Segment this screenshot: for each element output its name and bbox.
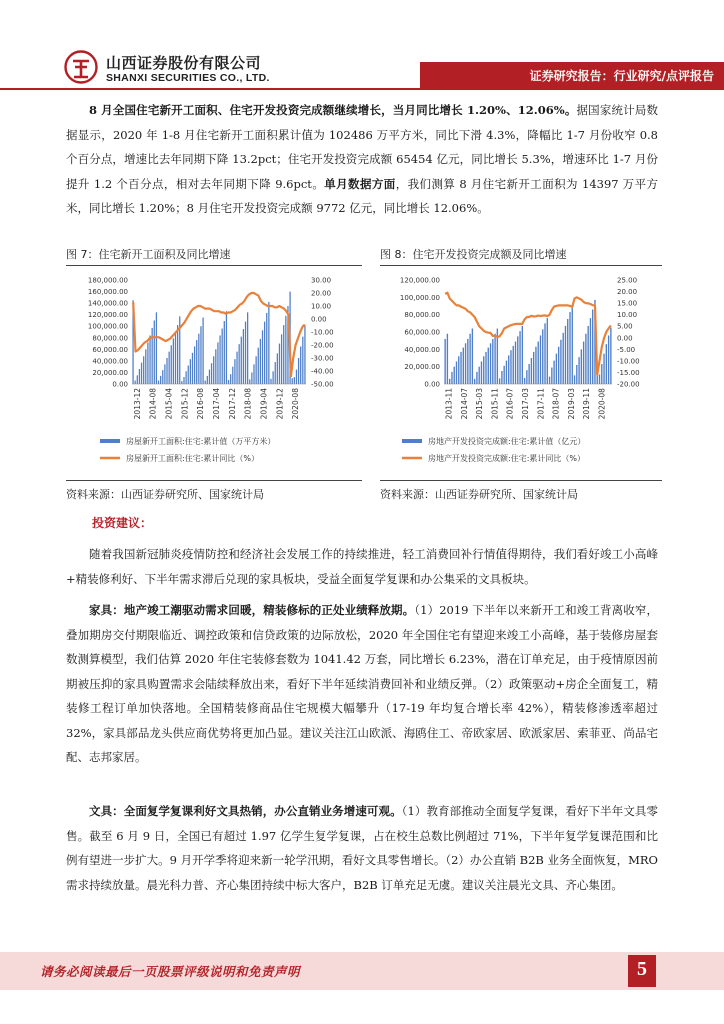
footer-disclaimer: 请务必阅读最后一页股票评级说明和免责声明	[40, 964, 301, 979]
fig8-left-tick-label: 40,000.00	[404, 345, 440, 354]
fig8-bar	[449, 379, 450, 384]
fig8-bar	[583, 342, 584, 384]
fig7-bar	[296, 370, 297, 384]
fig7-x-tick-label: 2019-12	[275, 388, 285, 420]
fig7-bar	[166, 358, 167, 384]
fig7-bar	[260, 339, 261, 384]
fig8-legend-line-label: 房地产开发投资完成额:住宅:累计同比（%）	[428, 454, 585, 463]
fig7-bar	[183, 377, 184, 384]
fig8-bar	[576, 365, 577, 384]
fig7-bar	[164, 364, 165, 384]
fig7-bar	[141, 363, 142, 384]
fig7-right-tick-label: -30.00	[311, 354, 334, 363]
fig7-left-tick-label: 0.00	[112, 380, 128, 389]
fig7-bottom-rule	[66, 480, 362, 481]
fig7-bar	[173, 338, 174, 384]
fig7-x-tick-label: 2018-08	[243, 387, 253, 420]
page-number: 5	[637, 958, 647, 980]
fig7-bar	[192, 353, 193, 384]
fig7-right-tick-label: 10.00	[311, 302, 332, 311]
fig7-bar	[249, 379, 250, 384]
fig7-bar	[266, 313, 267, 384]
fig8-right-tick-label: 20.00	[617, 288, 638, 297]
fig8-bar	[540, 335, 541, 384]
fig7-bar	[239, 344, 240, 384]
fig7-x-tick-label: 2017-04	[212, 388, 221, 420]
company-name-en: SHANXI SECURITIES CO., LTD.	[106, 72, 270, 84]
paragraph-housing-data	[66, 98, 658, 221]
fig8-bar	[587, 326, 588, 384]
furniture-bold-lead: 家具：地产竣工潮驱动需求回暖，精装修标的正处业绩释放期。	[89, 603, 415, 617]
fig7-right-tick-label: 0.00	[311, 315, 327, 324]
fig8-x-tick-label: 2016-07	[505, 387, 515, 420]
para1-text2: ，我们测算 8 月住宅新开工面积为 14397 万平方米，同比增长 1.20%；8 月住宅开发投资完成额 9772 亿元，同比增长 12.06%。	[66, 176, 658, 215]
fig8-bar	[556, 354, 557, 384]
fig7-left-tick-label: 120,000.00	[87, 311, 128, 320]
fig8-left-tick-label: 0.00	[424, 380, 440, 389]
fig7-bar	[154, 320, 155, 384]
fig7-bar	[300, 346, 301, 384]
fig7-bar	[247, 312, 248, 384]
fig7-left-tick-label: 20,000.00	[92, 368, 128, 377]
para1-text1: 据国家统计局数据显示，2020 年 1-8 月住宅新开工面积累计值为 102486 万平方米，同比下滑 4.3%，降幅比 1-7 月份收窄 0.8 个百分点，增速比去年同期下降 13.2pct；住宅开发投资完成额 65454 亿元，同比增长 5.3%，增速环比 1-7 月份提升 1.2 个百分点，相对去年同期下降 9.6pct。	[66, 103, 658, 191]
fig7-right-tick-label: 30.00	[311, 276, 332, 285]
fig7-bar	[270, 379, 271, 384]
fig7-left-tick-label: 80,000.00	[92, 334, 128, 343]
fig8-bar	[508, 355, 509, 384]
fig7-bar	[217, 342, 218, 384]
fig8-bar	[610, 328, 611, 384]
fig8-bar	[488, 348, 489, 384]
fig7-bar	[215, 349, 216, 384]
fig7-bar	[156, 312, 157, 384]
fig7-bar	[245, 322, 246, 384]
fig8-x-tick-label: 2015-11	[490, 388, 500, 420]
fig8-bar	[510, 350, 511, 384]
fig7-bar	[272, 371, 273, 384]
fig7-bar	[202, 318, 203, 384]
furniture-text: （1）2019 下半年以来新开工和竣工背离收窄，叠加期房交付期限临近、调控政策和信贷政策的边际放松，2020 年全国住宅有望迎来竣工小高峰，基于装修房屋套数测算模型，我们估算 2020 年住宅装修套数为 1041.42 万套，同比增长 6.23%，潜在订单充足，由于疫情原因前期被压抑的家具购置需求会陆续释放出来，看好下半年延续消费回补和业绩反弹。（2）政策驱动+房企全面复工，精装修工程订单加快落地。全国精装修商品住宅规模大幅攀升（17-19 年均复合增长率 42%），精装修渗透率超过 32%，家具部品龙头供应商优势将更加凸显。建议关注江山欧派、海鸥住工、帝欧家居、欧派家居、索菲亚、尚品宅配、志邦家居。	[66, 603, 658, 764]
fig7-bar	[292, 378, 293, 384]
fig7-bar	[304, 325, 305, 384]
invest-paragraph-1: 随着我国新冠肺炎疫情防控和经济社会发展工作的持续推进，轻工消费回补行情值得期待，我们看好竣工小高峰+精装修利好、下半年需求滞后兑现的家具板块，受益全面复学复课和办公集采的文具板块。	[66, 547, 658, 586]
fig7-bar	[277, 353, 278, 384]
fig7-x-tick-label: 2014-08	[148, 387, 158, 420]
fig7-bar	[198, 334, 199, 384]
fig7-x-tick-label: 2020-08	[291, 388, 301, 420]
fig8-right-tick-label: 5.00	[617, 322, 633, 331]
fig7-bar	[143, 356, 144, 384]
fig7-left-tick-label: 160,000.00	[87, 288, 128, 297]
fig7-bar	[224, 321, 225, 384]
fig8-right-tick-label: -15.00	[617, 368, 640, 377]
fig8-right-tick-label: -20.00	[617, 380, 640, 389]
fig8-x-tick-label: 2019-11	[582, 388, 592, 420]
stationery-text: （1）教育部推动全面复学复课，看好下半年文具零售。截至 6 月 9 日，全国已有超过 1.97 亿学生复学复课，占在校生总数比例超过 71%，下半年复学复课范围和比例有望进一步扩大。9 月开学季将迎来新一轮学汛期，看好文具零售增长。（2）办公直销 B2B 业务全面恢复，MRO 需求持续放量。晨光科力普、齐心集团持续中标大客户，B2B 订单充足无虞。建议关注晨光文具、齐心集团。	[66, 804, 658, 892]
fig7-left-tick-label: 140,000.00	[87, 299, 128, 308]
fig7-right-tick-label: -10.00	[311, 328, 334, 337]
fig7-bar	[264, 322, 265, 384]
fig8-bar	[581, 349, 582, 384]
fig7-legend-bar-label: 房屋新开工面积:住宅:累计值（万平方米）	[126, 437, 276, 446]
fig7-bar	[209, 370, 210, 384]
report-type-label: 证券研究报告：行业研究/点评报告	[529, 69, 714, 83]
fig7-bar	[230, 374, 231, 384]
fig8-bar	[515, 342, 516, 384]
fig7-right-tick-label: -20.00	[311, 341, 334, 350]
fig8-left-tick-label: 20,000.00	[404, 363, 440, 372]
fig7-left-tick-label: 40,000.00	[92, 357, 128, 366]
fig7-bar	[211, 363, 212, 384]
fig8-bar	[558, 347, 559, 384]
fig7-bar	[194, 346, 195, 384]
fig8-bar	[451, 372, 452, 384]
chart-fig7	[66, 268, 362, 478]
fig8-x-tick-label: 2020-08	[597, 388, 607, 420]
fig8-bar	[519, 331, 520, 384]
fig8-bar	[474, 379, 475, 384]
fig7-bar	[190, 359, 191, 384]
fig8-right-tick-label: -5.00	[617, 345, 636, 354]
fig8-bar	[601, 364, 602, 384]
fig7-bar	[177, 325, 178, 384]
fig8-bar	[456, 361, 457, 384]
para1-bold-mid: 单月数据方面	[324, 176, 396, 191]
fig8-left-tick-label: 60,000.00	[404, 328, 440, 337]
fig8-right-tick-label: 15.00	[617, 299, 638, 308]
stationery-bold-lead: 文具：全面复学复课利好文具热销，办公直销业务增速可观。	[89, 804, 402, 818]
fig8-x-tick-label: 2013-11	[444, 387, 454, 420]
fig7-bar	[188, 366, 189, 384]
fig8-bottom-rule	[380, 480, 662, 481]
fig8-bar	[553, 361, 554, 384]
fig8-bar	[494, 334, 495, 384]
fig8-bar	[479, 367, 480, 384]
fig8-bar	[549, 377, 550, 384]
fig7-bar	[185, 371, 186, 384]
company-name-cn: 山西证券股份有限公司	[106, 54, 262, 72]
fig8-bar	[463, 348, 464, 384]
chart-fig8	[380, 268, 662, 478]
fig7-bar	[149, 335, 150, 384]
fig8-bar	[501, 371, 502, 384]
fig8-bar	[535, 347, 536, 384]
fig7-title: 图 7：住宅新开工面积及同比增速	[66, 248, 231, 261]
fig8-bar	[603, 354, 604, 384]
header-divider	[0, 88, 724, 90]
fig8-bar	[592, 309, 593, 384]
fig8-bar	[447, 334, 448, 384]
fig8-bar	[517, 336, 518, 384]
company-logo-icon	[64, 50, 98, 84]
fig7-legend-line-label: 房屋新开工面积:住宅:累计同比（%）	[126, 454, 259, 463]
fig8-bar	[458, 356, 459, 384]
fig8-source: 资料来源：山西证券研究所、国家统计局	[380, 488, 578, 501]
fig8-bar	[522, 326, 523, 384]
fig7-right-tick-label: 20.00	[311, 289, 332, 298]
fig7-legend-bar-swatch	[100, 439, 120, 443]
fig8-bar	[551, 368, 552, 384]
fig8-legend-bar-label: 房地产开发投资完成额:住宅:累计值（亿元）	[428, 437, 586, 446]
fig7-x-tick-label: 2013-12	[132, 387, 142, 420]
fig7-source: 资料来源：山西证券研究所、国家统计局	[66, 488, 264, 501]
fig8-bar	[528, 364, 529, 384]
fig8-bar	[569, 312, 570, 384]
fig7-bar	[171, 345, 172, 384]
fig7-bar	[281, 334, 282, 384]
fig8-title: 图 8：住宅开发投资完成额及同比增速	[380, 248, 567, 261]
fig8-bar	[481, 361, 482, 384]
fig7-bar	[302, 337, 303, 384]
fig8-bar	[506, 361, 507, 384]
fig8-bar	[526, 370, 527, 384]
fig7-bar	[200, 326, 201, 384]
fig7-bar	[205, 381, 206, 384]
fig8-bar	[513, 346, 514, 384]
fig7-bar	[139, 369, 140, 384]
fig8-right-tick-label: -10.00	[617, 357, 640, 366]
fig7-bar	[207, 376, 208, 384]
fig7-bar	[232, 367, 233, 384]
fig7-bar	[251, 372, 252, 384]
fig8-bar	[531, 358, 532, 384]
fig7-bar	[294, 377, 295, 384]
fig8-bar	[585, 334, 586, 384]
fig8-bar	[538, 342, 539, 384]
fig7-x-tick-label: 2017-12	[227, 387, 237, 420]
fig8-bar	[560, 340, 561, 384]
fig8-bar	[454, 367, 455, 384]
fig8-x-tick-label: 2014-07	[459, 387, 469, 420]
fig7-bar	[137, 375, 138, 384]
invest-paragraph-stationery	[66, 799, 658, 897]
fig7-bar	[253, 364, 254, 384]
fig8-bar	[485, 352, 486, 384]
fig8-bar	[578, 357, 579, 384]
fig8-x-tick-label: 2015-03	[475, 388, 485, 420]
fig7-x-tick-label: 2019-04	[259, 388, 269, 420]
fig8-bar	[608, 335, 609, 384]
fig8-bar	[574, 375, 575, 384]
fig8-bar	[590, 318, 591, 384]
fig7-bar	[135, 381, 136, 384]
fig7-bar	[147, 342, 148, 384]
fig7-bar	[228, 380, 229, 384]
fig8-bar	[567, 319, 568, 384]
fig7-bar	[241, 337, 242, 384]
fig8-x-tick-label: 2019-03	[566, 387, 576, 420]
fig7-bar	[222, 329, 223, 384]
fig7-right-tick-label: -50.00	[311, 380, 334, 389]
fig7-x-tick-label: 2015-12	[180, 388, 190, 420]
fig7-x-tick-label: 2015-04	[164, 387, 174, 420]
fig8-left-tick-label: 80,000.00	[404, 311, 440, 320]
fig7-bar	[145, 349, 146, 384]
fig7-bar	[226, 311, 227, 384]
fig8-bar	[467, 339, 468, 384]
fig8-title-rule	[380, 265, 662, 266]
fig7-bar	[196, 340, 197, 384]
fig8-bar	[547, 318, 548, 384]
fig7-bar	[160, 376, 161, 384]
fig8-right-tick-label: 10.00	[617, 311, 638, 320]
fig8-bar	[469, 334, 470, 384]
fig7-left-tick-label: 100,000.00	[87, 322, 128, 331]
fig8-bar	[565, 326, 566, 384]
fig7-x-tick-label: 2016-08	[196, 388, 206, 420]
fig7-bar	[279, 344, 280, 384]
fig8-bar	[533, 352, 534, 384]
fig8-bar	[492, 339, 493, 384]
fig7-bar	[168, 352, 169, 384]
fig7-bar	[298, 358, 299, 384]
fig7-bar	[219, 335, 220, 384]
fig7-bar	[162, 370, 163, 384]
fig8-bar	[444, 339, 445, 384]
fig8-left-tick-label: 100,000.00	[399, 293, 440, 302]
fig7-bar	[236, 352, 237, 384]
fig8-right-tick-label: 25.00	[617, 276, 638, 285]
fig7-bar	[213, 356, 214, 384]
fig7-bar	[262, 330, 263, 384]
fig8-bar	[460, 352, 461, 384]
fig8-legend-bar-swatch	[402, 439, 422, 443]
fig7-bar	[275, 362, 276, 384]
fig8-bar	[472, 329, 473, 384]
fig7-bar	[158, 381, 159, 384]
fig7-left-tick-label: 60,000.00	[92, 345, 128, 354]
fig7-bar	[285, 316, 286, 384]
fig8-bar	[524, 378, 525, 384]
fig8-bar	[503, 366, 504, 384]
fig8-bar	[465, 343, 466, 384]
fig8-bar	[599, 374, 600, 384]
fig7-bar	[258, 348, 259, 384]
fig7-right-tick-label: -40.00	[311, 367, 334, 376]
fig8-x-tick-label: 2017-11	[536, 388, 546, 420]
para1-bold-lead: 8 月全国住宅新开工面积、住宅开发投资完成额继续增长，当月同比增长 1.20%、12.06%。	[89, 103, 577, 117]
fig8-bar	[483, 356, 484, 384]
fig8-bar	[606, 344, 607, 384]
fig8-x-tick-label: 2018-07	[551, 387, 561, 420]
fig8-bar	[542, 329, 543, 384]
fig8-bar	[490, 343, 491, 384]
fig8-bar	[572, 306, 573, 384]
fig8-bar	[563, 333, 564, 384]
fig8-x-tick-label: 2017-03	[521, 388, 530, 420]
invest-heading: 投资建议：	[92, 516, 153, 530]
fig7-bar	[243, 329, 244, 384]
fig8-bar	[499, 378, 500, 384]
fig7-bar	[268, 302, 269, 384]
fig7-bar	[175, 331, 176, 384]
fig8-bar	[544, 323, 545, 384]
fig7-bar	[181, 381, 182, 384]
fig7-bar	[283, 325, 284, 384]
fig8-right-tick-label: 0.00	[617, 334, 633, 343]
fig8-left-tick-label: 120,000.00	[399, 276, 440, 285]
invest-paragraph-furniture	[66, 598, 658, 770]
fig7-bar	[234, 359, 235, 384]
fig7-bar	[255, 356, 256, 384]
fig7-title-rule	[66, 265, 362, 266]
fig7-left-tick-label: 180,000.00	[87, 276, 128, 285]
fig8-bar	[476, 372, 477, 384]
